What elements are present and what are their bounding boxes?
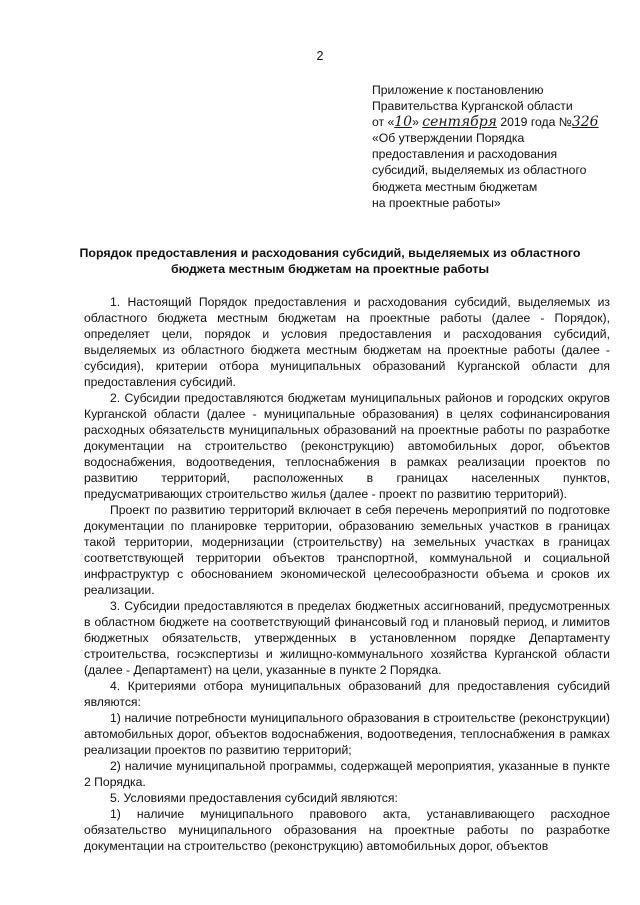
appendix-line-2: Правительства Курганской области [372,99,573,114]
paragraph: Проект по развитию территорий включает в себя перечень мероприятий по подготовке документации по планировке территории, образованию земельных участков в границах такой территории, модернизации (строительству) на земельных участках в границах соответствующей территории объектов транспортной, коммунальной и социальной инфраструктур с обоснованием экономической целесообразности объема и сроков их реализации. [84,503,610,597]
appendix-line-6: субсидий, выделяемых из областного [372,163,587,178]
handwritten-number: 326 [571,114,599,131]
appendix-line-1: Приложение к постановлению [372,83,544,97]
appendix-line-8: на проектные работы» [372,195,501,210]
document-title: Порядок предоставления и расходования субсидий, выделяемых из областного бюджета местным бюджетам на проектные работы [79,246,581,276]
appendix-date-line [372,114,612,130]
paragraph: 1) наличие потребности муниципального образования в строительстве (реконструкции) автомобильных дорог, объектов водоснабжения, водоотведения, теплоснабжения в рамках реализации проектов по развитию территорий; [84,711,610,757]
date-separator: » [412,115,419,130]
page-number: 2 [316,49,324,63]
handwritten-day: 10 [394,114,413,131]
date-year: 2019 года № [496,115,572,130]
paragraph: 4. Критериями отбора муниципальных образований для предоставления субсидий являются: [84,679,610,709]
appendix-line-4: «Об утверждении Порядка [372,131,525,146]
appendix-header [372,82,612,211]
paragraph: 3. Субсидии предоставляются в пределах бюджетных ассигнований, предусмотренных в областном бюджете на соответствующий финансовый год и плановый период, и лимитов бюджетных обязательств, утвержденных в установленном порядке Департаменту строительства, госэкспертизы и жилищно-коммунального хозяйства Курганской области (далее - Департамент) на цели, указанные в пункте 2 Порядка. [84,599,610,677]
appendix-line-5: предоставления и расходования [372,147,558,162]
paragraph: 2) наличие муниципальной программы, содержащей мероприятия, указанные в пункте 2 Порядка. [84,759,610,789]
paragraph: 2. Субсидии предоставляются бюджетам муниципальных районов и городских округов Курганской области (далее - муниципальные образования) в целях софинансирования расходных обязательств муниципальных образований на проектные работы по разработке документации на строительство (реконструкцию) автомобильных дорог, объектов водоснабжения, водоотведения, теплоснабжения в рамках реализации проектов по развитию территорий, расположенных в границах населенных пунктов, предусматривающих строительство жилья (далее - проект по развитию территорий). [84,391,610,501]
paragraph: 5. Условиями предоставления субсидий являются: [110,791,398,805]
appendix-line-7: бюджета местным бюджетам [372,179,538,194]
handwritten-month: сентября [422,114,497,131]
date-prefix: от « [372,115,395,130]
paragraph: 1. Настоящий Порядок предоставления и расходования субсидий, выделяемых из областного бюджета местным бюджетам на проектные работы (далее - Порядок), определяет цели, порядок и условия предоставления и расходования субсидий, выделяемых из областного бюджета местным бюджетам на проектные работы (далее - субсидия), критерии отбора муниципальных образований Курганской области для предоставления субсидий. [84,295,610,389]
document-body [84,294,610,854]
paragraph: 1) наличие муниципального правового акта, устанавливающего расходное обязательство муниципального образования на проектные работы по разработке документации на строительство (реконструкцию) автомобильных дорог, объектов [84,807,610,853]
